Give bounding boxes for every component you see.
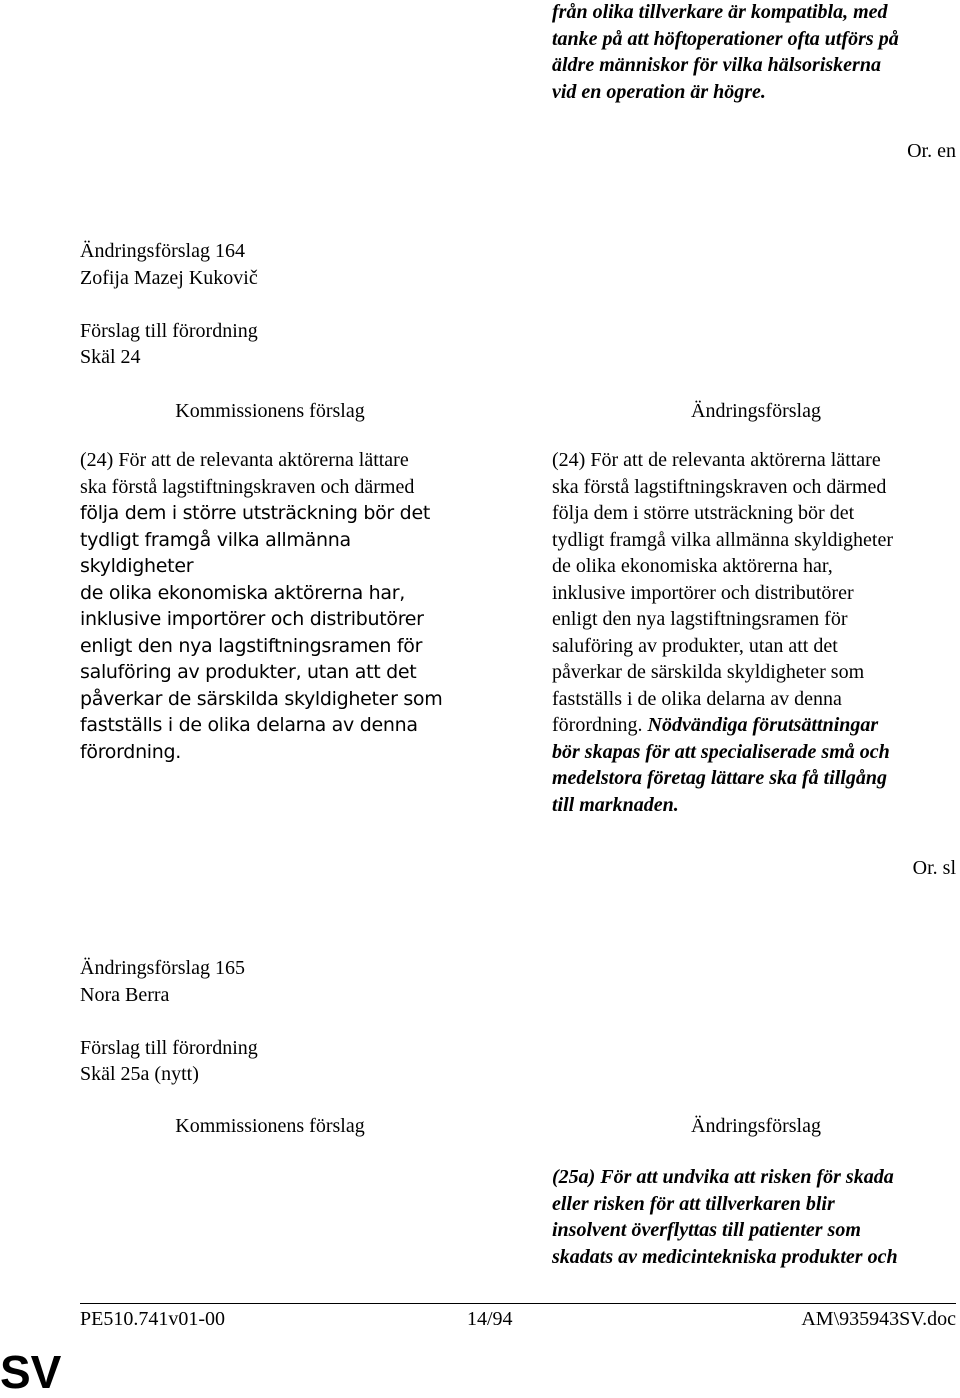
text-line: (24) För att de relevanta aktörerna lättare [552, 449, 881, 471]
amendment-header: Ändringsförslag [691, 1115, 821, 1137]
continued-line: äldre människor för vilka hälsoriskerna [552, 54, 881, 76]
continued-line: tanke på att höftoperationer ofta utförs på [552, 27, 899, 50]
language-code: SV [0, 1346, 62, 1398]
text-line: fastställs i de olika delarna av denna [80, 714, 418, 736]
text-line: följa dem i större utsträckning bör det [552, 502, 855, 524]
text-line: saluföring av produkter, utan att det [552, 634, 838, 657]
amendment-164-author: Zofija Mazej Kukovič [80, 267, 258, 289]
text-line: ska förstå lagstiftningskraven och därmed [552, 475, 887, 498]
added-line: till marknaden. [552, 793, 679, 816]
amendment-165-title: Ändringsförslag 165 [80, 957, 245, 979]
text-line: förordning. [80, 740, 182, 763]
added-line: (25a) För att undvika att risken för skada [552, 1166, 894, 1188]
text-line: inklusive importörer och distributörer [80, 608, 424, 630]
commission-text [80, 447, 460, 765]
commission-proposal-header: Kommissionens förslag [175, 1115, 365, 1137]
amendment-165-proposal: Förslag till förordning [80, 1037, 258, 1059]
plain-text: förordning. [552, 714, 643, 736]
text-line: (24) För att de relevanta aktörerna lättare [80, 449, 409, 471]
text-line: enligt den nya lagstiftningsramen för [552, 608, 848, 630]
text-line: tydligt framgå vilka allmänna skyldigheter [552, 528, 894, 551]
footer-rule [80, 1303, 956, 1304]
amendment-164-proposal: Förslag till förordning [80, 320, 258, 342]
added-line: medelstora företag lättare ska få tillgång [552, 767, 887, 789]
amendment-165-author: Nora Berra [80, 984, 170, 1006]
amendment-164-recital: Skäl 24 [80, 346, 141, 368]
text-line: inklusive importörer och distributörer [552, 581, 854, 604]
text-line: påverkar de särskilda skyldigheter som [80, 687, 443, 710]
amendment-164-title: Ändringsförslag 164 [80, 240, 245, 262]
text-line: ska förstå lagstiftningskraven och därmed [80, 475, 415, 498]
text-line: de olika ekonomiska aktörerna har, [552, 555, 833, 577]
continued-line: från olika tillverkare är kompatibla, med [552, 1, 888, 23]
text-line: de olika ekonomiska aktörerna har, [80, 581, 406, 604]
text-line: följa dem i större utsträckning bör det [80, 502, 430, 524]
footer-page-number: 14/94 [467, 1308, 513, 1330]
added-line: bör skapas för att specialiserade små och [552, 740, 890, 763]
continued-line: vid en operation är högre. [552, 80, 766, 103]
original-language-en: Or. en [907, 140, 956, 162]
amendment-165-text [552, 1164, 960, 1270]
amendment-165-recital: Skäl 25a (nytt) [80, 1063, 199, 1085]
added-text: Nödvändiga förutsättningar [642, 714, 879, 736]
text-line: påverkar de särskilda skyldigheter som [552, 661, 865, 683]
text-line: saluföring av produkter, utan att det [80, 661, 417, 683]
amendment-text [552, 447, 960, 818]
added-line: eller risken för att tillverkaren blir [552, 1192, 835, 1215]
footer-doc-ref: PE510.741v01-00 [80, 1308, 225, 1330]
commission-proposal-header: Kommissionens förslag [175, 400, 365, 422]
added-line: skadats av medicintekniska produkter och [552, 1245, 898, 1268]
text-line [552, 712, 960, 739]
amendment-header: Ändringsförslag [691, 400, 821, 422]
original-language-sl: Or. sl [912, 857, 956, 879]
text-line: fastställs i de olika delarna av denna [552, 687, 842, 710]
footer-file-name: AM\935943SV.doc [801, 1308, 956, 1330]
text-line: enligt den nya lagstiftningsramen för [80, 634, 423, 657]
continued-text [552, 0, 960, 105]
text-line: tydligt framgå vilka allmänna skyldigheter [80, 528, 351, 577]
added-line: insolvent överflyttas till patienter som [552, 1219, 861, 1241]
